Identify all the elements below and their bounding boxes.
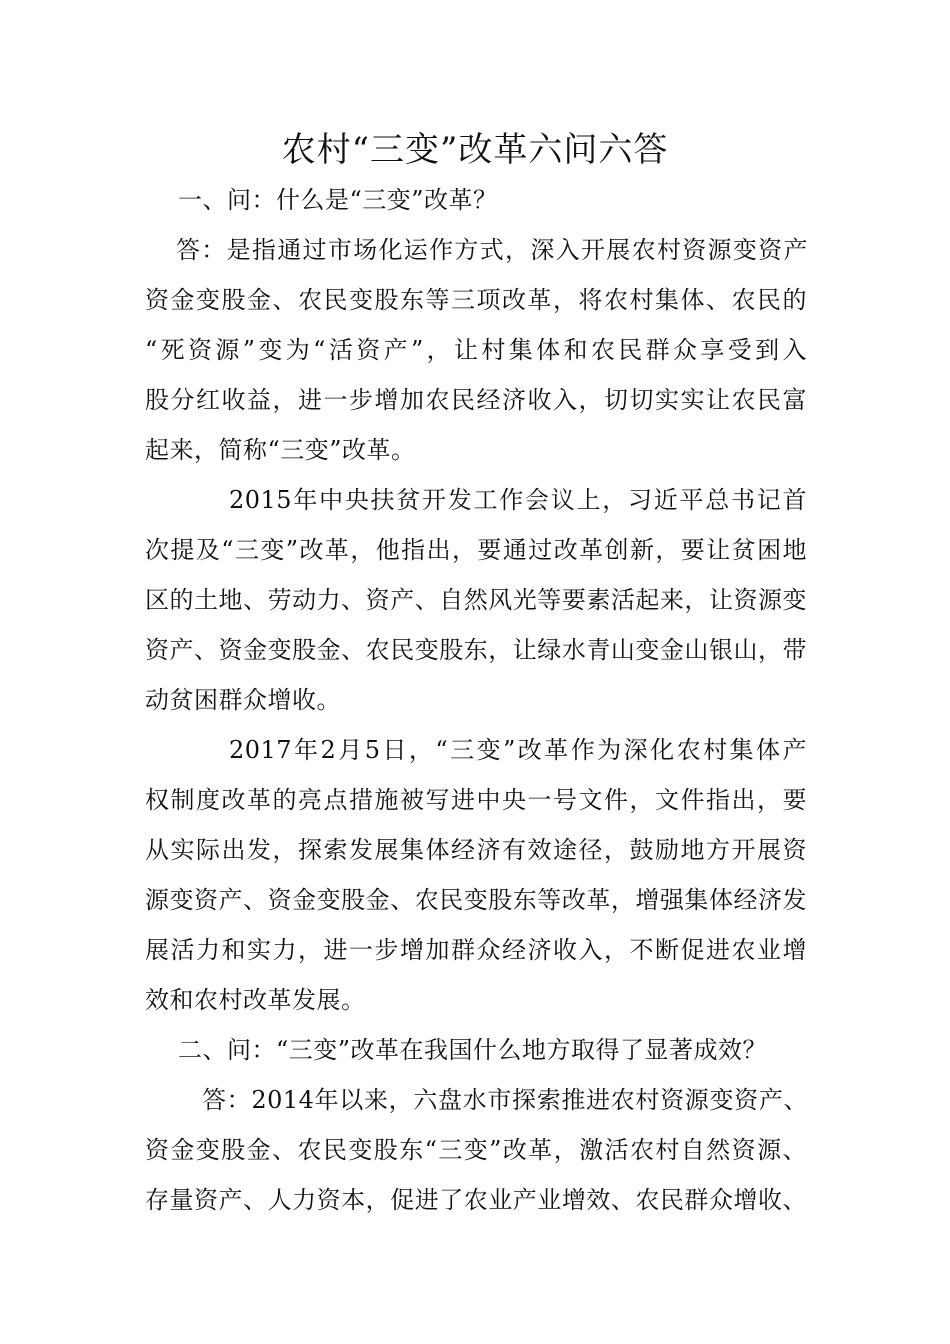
paragraph-line: 从实际出发，探索发展集体经济有效途径，鼓励地方开展资 xyxy=(145,836,807,864)
paragraph-line: 区的土地、劳动力、资产、自然风光等要素活起来，让资源变 xyxy=(145,586,807,614)
paragraph-line: 权制度改革的亮点措施被写进中央一号文件，文件指出，要 xyxy=(145,786,807,814)
paragraph-line: 资金变股金、农民变股东等三项改革，将农村集体、农民的 xyxy=(145,286,807,314)
paragraph-line: 源变资产、资金变股金、农民变股东等改革，增强集体经济发 xyxy=(145,886,807,914)
paragraph-line: 答：是指通过市场化运作方式，深入开展农村资源变资产 xyxy=(176,236,808,264)
paragraph-line: 起来，简称“三变”改革。 xyxy=(145,436,416,464)
paragraph-line: 展活力和实力，进一步增加群众经济收入，不断促进农业增 xyxy=(145,936,807,964)
paragraph-line: 2015年中央扶贫开发工作会议上，习近平总书记首 xyxy=(229,486,807,514)
paragraph-line: 资金变股金、农民变股东“三变”改革，激活农村自然资源、 xyxy=(145,1136,807,1164)
paragraph-line: 存量资产、人力资本，促进了农业产业增效、农民群众增收、 xyxy=(145,1186,807,1214)
paragraph-line: 答：2014年以来，六盘水市探索推进农村资源变资产、 xyxy=(202,1086,808,1114)
paragraph-line: 次提及“三变”改革，他指出，要通过改革创新，要让贫困地 xyxy=(145,536,807,564)
document-title: 农村“三变”改革六问六答 xyxy=(281,130,669,170)
paragraph-line: 2017年2月5日，“三变”改革作为深化农村集体产 xyxy=(229,736,807,764)
question-1: 一、问：什么是“三变”改革？ xyxy=(178,186,498,214)
paragraph-line: 资产、资金变股金、农民变股东，让绿水青山变金山银山，带 xyxy=(145,636,807,664)
paragraph-line: 效和农村改革发展。 xyxy=(145,986,366,1014)
paragraph-line: 股分红收益，进一步增加农民经济收入，切切实实让农民富 xyxy=(145,386,807,414)
question-2: 二、问：“三变”改革在我国什么地方取得了显著成效？ xyxy=(178,1036,768,1064)
paragraph-line: 动贫困群众增收。 xyxy=(145,686,341,714)
paragraph-line: “死资源”变为“活资产”，让村集体和农民群众享受到入 xyxy=(145,336,807,364)
